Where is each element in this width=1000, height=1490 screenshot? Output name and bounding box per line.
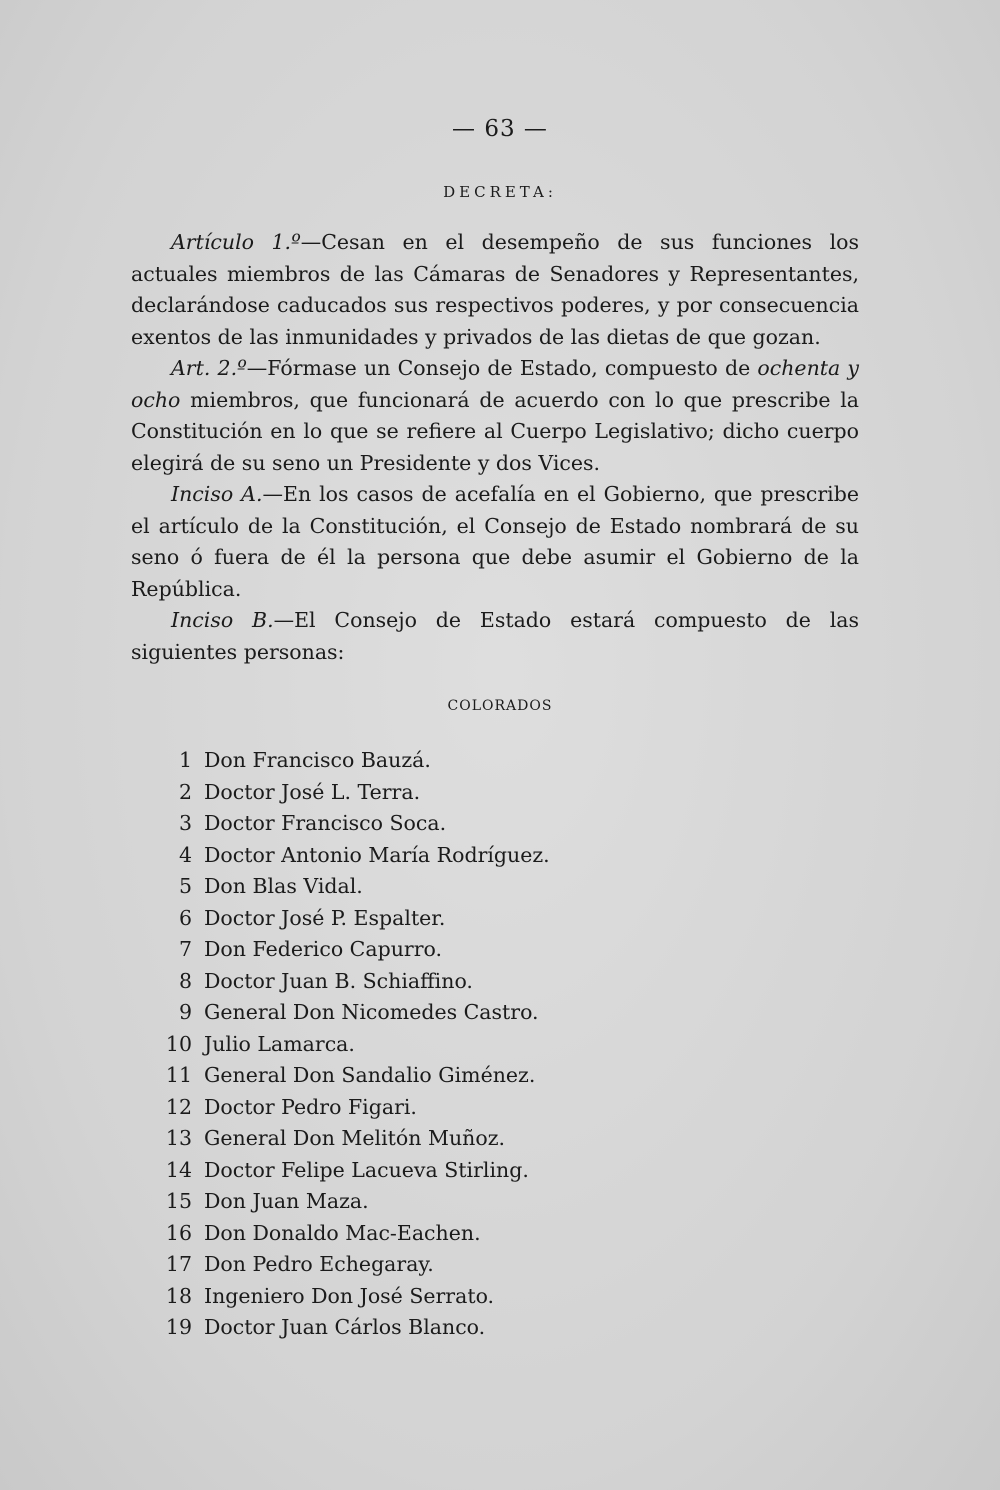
decree-body [131, 227, 859, 668]
list-item [150, 903, 550, 935]
inciso-b-text: —El Consejo de Estado estará compuesto de las siguientes personas: [131, 608, 859, 664]
member-number: 4 [178, 842, 192, 867]
list-item [150, 1060, 550, 1092]
list-item [150, 934, 550, 966]
list-item [150, 777, 550, 809]
member-name: Don Donaldo Mac-Eachen. [204, 1220, 481, 1245]
inciso-a-text: —En los casos de acefalía en el Gobierno, que prescribe el artículo de la Constitución, el Consejo de Estado nombrará de su seno ó fuera de él la persona que debe asumir el Gobierno de la República. [131, 482, 859, 601]
list-item [150, 1029, 550, 1061]
member-name: Doctor José P. Espalter. [204, 905, 446, 930]
member-number: 12 [165, 1094, 192, 1119]
member-name: Doctor Pedro Figari. [204, 1094, 417, 1119]
member-number: 8 [178, 968, 192, 993]
list-item [150, 1123, 550, 1155]
list-item [150, 871, 550, 903]
member-name: Doctor Francisco Soca. [204, 811, 447, 835]
list-item [150, 997, 550, 1029]
member-name: General Don Melitón Muñoz. [204, 1126, 506, 1150]
member-name: General Don Nicomedes Castro. [204, 1000, 539, 1024]
member-number: 3 [178, 811, 192, 835]
member-number: 10 [165, 1031, 192, 1056]
list-item [150, 1218, 550, 1250]
inciso-b [131, 605, 859, 668]
member-number: 18 [165, 1283, 192, 1308]
member-name: Don Pedro Echegaray. [204, 1252, 434, 1276]
member-name: Doctor Juan Cárlos Blanco. [204, 1315, 486, 1339]
article-1-label: Artículo 1.º [171, 230, 301, 254]
members-list [150, 745, 550, 1344]
member-number: 19 [165, 1315, 192, 1339]
inciso-a-label: Inciso A. [171, 482, 263, 506]
member-name: General Don Sandalio Giménez. [204, 1063, 536, 1087]
member-name: Ingeniero Don José Serrato. [204, 1283, 495, 1308]
article-1 [131, 227, 859, 353]
member-number: 16 [165, 1220, 192, 1245]
member-number: 2 [178, 779, 192, 804]
member-name: Doctor Juan B. Schiaffino. [204, 968, 473, 993]
list-item [150, 1186, 550, 1218]
member-name: Doctor Felipe Lacueva Stirling. [204, 1157, 529, 1182]
list-item [150, 1312, 550, 1344]
member-name: Don Federico Capurro. [204, 937, 443, 961]
list-item [150, 1092, 550, 1124]
member-number: 6 [178, 905, 192, 930]
member-name: Doctor José L. Terra. [204, 779, 421, 804]
member-name: Julio Lamarca. [204, 1031, 355, 1056]
member-number: 11 [165, 1063, 192, 1087]
article-2 [131, 353, 859, 479]
article-2-text-after: miembros, que funcionará de acuerdo con lo que prescribe la Constitución en lo que se refiere al Cuerpo Legislativo; dicho cuerpo elegirá de su seno un Presidente y dos Vices. [131, 387, 859, 475]
list-item [150, 1249, 550, 1281]
member-number: 15 [165, 1189, 192, 1213]
member-number: 1 [178, 748, 192, 772]
list-item [150, 966, 550, 998]
member-number: 17 [165, 1252, 192, 1276]
article-2-label: Art. 2.º [171, 356, 247, 380]
member-number: 13 [165, 1126, 192, 1150]
member-name: Don Juan Maza. [204, 1189, 369, 1213]
list-item [150, 1281, 550, 1313]
decree-heading: DECRETA: [443, 183, 557, 201]
list-item [150, 808, 550, 840]
member-name: Doctor Antonio María Rodríguez. [204, 842, 550, 867]
member-number: 14 [165, 1157, 192, 1182]
section-title-colorados: COLORADOS [447, 698, 553, 714]
list-item [150, 840, 550, 872]
member-number: 9 [178, 1000, 192, 1024]
member-number: 7 [178, 937, 192, 961]
list-item [150, 745, 550, 777]
list-item [150, 1155, 550, 1187]
member-name: Don Francisco Bauzá. [204, 748, 431, 772]
article-2-emphasis: ochenta y ocho [131, 356, 860, 412]
inciso-a [131, 479, 859, 605]
member-name: Don Blas Vidal. [204, 874, 363, 898]
member-number: 5 [178, 874, 192, 898]
inciso-b-label: Inciso B. [171, 608, 274, 632]
article-1-text: —Cesan en el desempeño de sus funciones los actuales miembros de las Cámaras de Senadores y Representantes, declarándose caducados sus respectivos poderes, y por consecuencia exentos de las inmunidades y privados de las dietas de que gozan. [131, 230, 859, 349]
article-2-text-before: —Fórmase un Consejo de Estado, compuesto de [246, 356, 758, 380]
page-number: — 63 — [452, 116, 548, 142]
